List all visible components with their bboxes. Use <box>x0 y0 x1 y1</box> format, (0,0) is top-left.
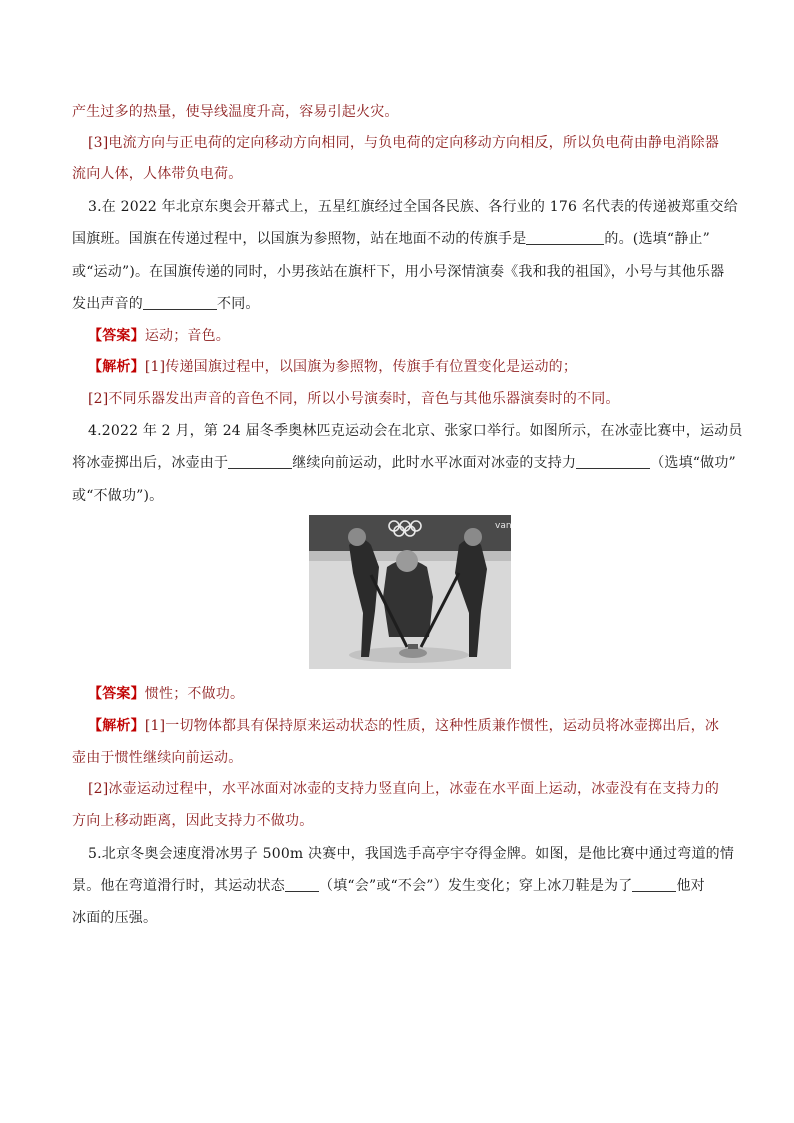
text-segment: 他对 <box>676 878 705 894</box>
text-line <box>88 421 743 441</box>
text-segment: 的。(选填“静止” <box>604 231 710 247</box>
text-line <box>88 389 620 409</box>
text-segment: 继续向前运动，此时水平冰面对冰壶的支持力 <box>292 455 577 471</box>
text-segment: 或“运动”)。在国旗传递的同时，小男孩站在旗杆下，用小号深情演奏《我和我的祖国》，小号与其他乐器 <box>72 264 725 280</box>
answer-blank <box>576 454 650 469</box>
answer-blank <box>285 877 319 892</box>
text-line <box>72 486 163 506</box>
text-segment: （选填“做功” <box>650 455 736 471</box>
text-line <box>72 262 724 282</box>
answer-label: 【解析】 <box>88 718 145 734</box>
text-line <box>88 684 244 704</box>
text-segment: 产生过多的热量，使导线温度升高，容易引起火灾。 <box>72 104 399 120</box>
text-segment: 流向人体，人体带负电荷。 <box>72 166 243 182</box>
text-segment: 4.2022 年 2 月，第 24 届冬季奥林匹克运动会在北京、张家口举行。如图所示，在冰壶比赛中，运动员 <box>88 423 743 439</box>
text-segment: 3.在 2022 年北京东奥会开幕式上，五星红旗经过全国各民族、各行业的 176 名代表的传递被郑重交给 <box>88 199 738 215</box>
text-segment: 景。他在弯道滑行时，其运动状态 <box>72 878 285 894</box>
text-segment: 发出声音的 <box>72 296 143 312</box>
text-line <box>88 357 577 377</box>
text-line <box>72 876 705 896</box>
text-segment: 方向上移动距离，因此支持力不做功。 <box>72 813 314 829</box>
answer-label: 【答案】 <box>88 686 145 702</box>
text-line <box>72 748 242 768</box>
text-segment: 壶由于惯性继续向前运动。 <box>72 750 243 766</box>
text-line <box>88 716 719 736</box>
sponsor-logo-text: van <box>495 521 511 531</box>
text-segment: [2]不同乐器发出声音的音色不同，所以小号演奏时，音色与其他乐器演奏时的不同。 <box>88 391 620 407</box>
text-segment: 国旗班。国旗在传递过程中，以国旗为参照物，站在地面不动的传旗手是 <box>72 231 527 247</box>
text-line <box>72 164 242 184</box>
text-line <box>88 133 719 153</box>
answer-blank <box>143 295 217 310</box>
text-segment: [3]电流方向与正电荷的定向移动方向相同，与负电荷的定向移动方向相反，所以负电荷由静电消除器 <box>88 135 720 151</box>
text-line <box>72 102 399 122</box>
answer-blank <box>228 454 292 469</box>
text-segment: 冰面的压强。 <box>72 910 158 926</box>
text-segment: （填“会”或“不会”）发生变化；穿上冰刀鞋是为了 <box>319 878 633 894</box>
text-line <box>88 844 734 864</box>
text-segment: [1]一切物体都具有保持原来运动状态的性质，这种性质兼作惯性，运动员将冰壶掷出后，冰 <box>144 718 720 734</box>
answer-blank <box>632 877 676 892</box>
text-segment: 惯性；不做功。 <box>144 686 245 702</box>
text-line <box>72 229 710 249</box>
text-segment: [1]传递国旗过程中，以国旗为参照物，传旗手有位置变化是运动的； <box>144 359 578 375</box>
text-line <box>72 453 736 473</box>
text-segment: 将冰壶掷出后，冰壶由于 <box>72 455 229 471</box>
curling-photo <box>309 515 511 669</box>
text-segment: 或“不做功”)。 <box>72 488 164 504</box>
text-line <box>88 326 230 346</box>
text-segment: 运动；音色。 <box>144 328 231 344</box>
text-line <box>72 294 260 314</box>
text-line <box>88 779 719 799</box>
answer-blank <box>526 230 604 245</box>
text-segment: 不同。 <box>217 296 260 312</box>
text-line <box>88 197 738 217</box>
answer-label: 【答案】 <box>88 328 145 344</box>
text-segment: 5.北京冬奥会速度滑冰男子 500m 决赛中，我国选手高亭宇夺得金牌。如图，是他比赛中通过弯道的情 <box>88 846 735 862</box>
text-segment: [2]冰壶运动过程中，水平冰面对冰壶的支持力竖直向上，冰壶在水平面上运动，冰壶没有在支持力的 <box>88 781 720 797</box>
answer-label: 【解析】 <box>88 359 145 375</box>
text-line <box>72 908 157 928</box>
text-line <box>72 811 313 831</box>
